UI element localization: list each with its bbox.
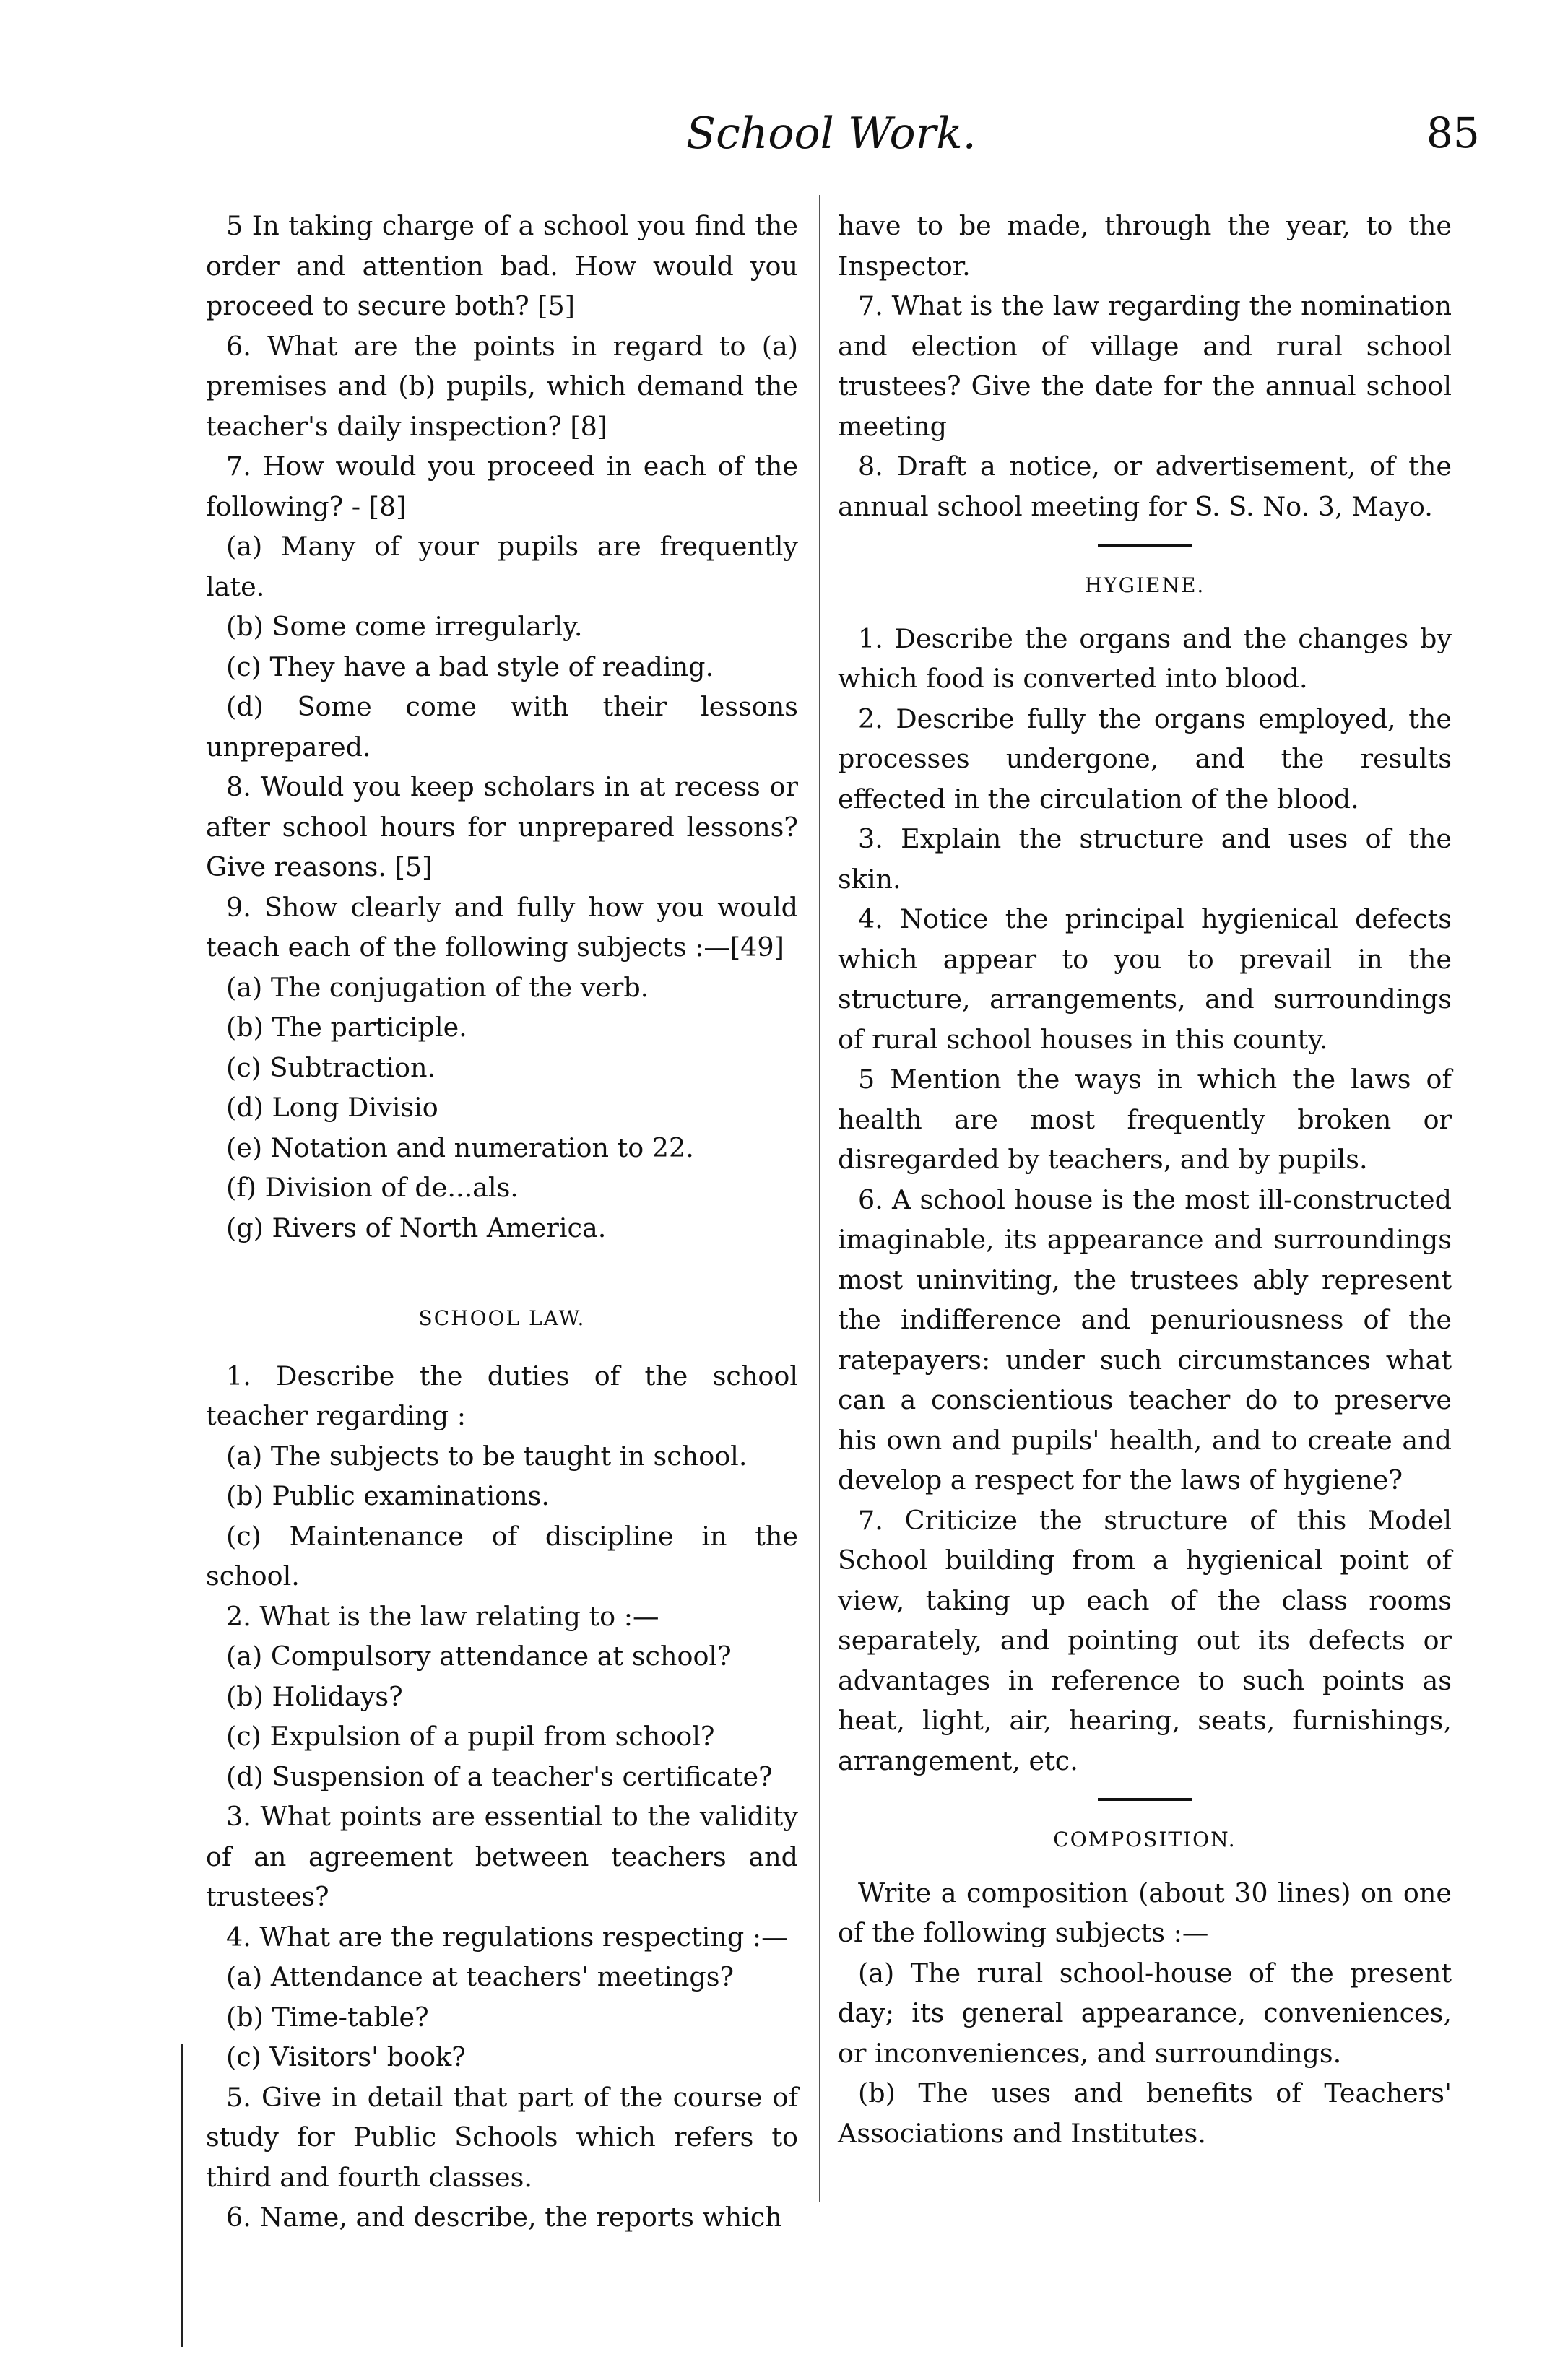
right-column xyxy=(838,206,1452,2153)
law-question-7: 7. What is the law regarding the nomination and election of village and rural school trustees? Give the date for the annual school meeting xyxy=(838,290,1452,442)
law-question-6-continued: have to be made, through the year, to the Inspector. xyxy=(838,210,1452,282)
law-question-1-b: (b) Public examinations. xyxy=(226,1480,550,1511)
law-question-1-c: (c) Maintenance of discipline in the school. xyxy=(206,1520,798,1591)
composition-subject-a: (a) The rural school-house of the present day; its general appearance, conveniences, or inconveniences, and surroundings. xyxy=(838,1957,1452,2069)
law-question-6: 6. Name, and describe, the reports which xyxy=(226,2202,782,2233)
composition-subject-b: (b) The uses and benefits of Teachers' Associations and Institutes. xyxy=(838,2077,1452,2149)
law-question-2: 2. What is the law relating to :— xyxy=(226,1600,659,1632)
hygiene-question-1: 1. Describe the organs and the changes by which food is converted into blood. xyxy=(838,622,1452,694)
page-header xyxy=(0,108,1568,166)
question-7: 7. How would you proceed in each of the following? - [8] xyxy=(206,451,798,522)
margin-mark xyxy=(181,2044,183,2347)
question-8: 8. Would you keep scholars in at recess or after school hours for unprepared lessons? Give reasons. [5] xyxy=(206,771,798,882)
section-rule xyxy=(1098,544,1192,547)
law-question-5: 5. Give in detail that part of the course of study for Public Schools which refers to third and fourth classes. xyxy=(206,2081,798,2193)
question-7-a: (a) Many of your pupils are frequently late. xyxy=(206,531,798,602)
question-9-a: (a) The conjugation of the verb. xyxy=(226,971,649,1003)
question-7-d: (d) Some come with their lessons unprepared. xyxy=(206,691,798,763)
section-heading-composition: COMPOSITION. xyxy=(1053,1828,1236,1851)
section-rule xyxy=(1098,1798,1192,1801)
law-question-2-b: (b) Holidays? xyxy=(226,1680,403,1712)
column-divider xyxy=(819,195,820,2202)
law-question-4-b: (b) Time-table? xyxy=(226,2001,429,2033)
question-7-b: (b) Some come irregularly. xyxy=(226,611,583,642)
law-question-4-a: (a) Attendance at teachers' meetings? xyxy=(226,1961,735,1992)
law-question-4-c: (c) Visitors' book? xyxy=(226,2041,466,2072)
question-6: 6. What are the points in regard to (a) premises and (b) pupils, which demand the teacher's daily inspection? [8] xyxy=(206,330,798,442)
law-question-3: 3. What points are essential to the validity of an agreement between teachers and trustees? xyxy=(206,1801,798,1912)
hygiene-question-3: 3. Explain the structure and uses of the skin. xyxy=(838,823,1452,895)
question-7-c: (c) They have a bad style of reading. xyxy=(226,651,714,682)
question-5: 5 In taking charge of a school you find the order and attention bad. How would you proceed to secure both? [5] xyxy=(206,210,798,321)
question-9-d: (d) Long Divisio xyxy=(226,1092,438,1123)
law-question-8: 8. Draft a notice, or advertisement, of the annual school meeting for S. S. No. 3, Mayo. xyxy=(838,451,1452,522)
hygiene-question-5: 5 Mention the ways in which the laws of health are most frequently broken or disregarded by teachers, and by pupils. xyxy=(838,1064,1452,1175)
section-heading-school-law: SCHOOL LAW. xyxy=(418,1306,586,1330)
section-heading-hygiene: HYGIENE. xyxy=(1084,573,1205,597)
law-question-2-c: (c) Expulsion of a pupil from school? xyxy=(226,1721,715,1752)
hygiene-question-6: 6. A school house is the most ill-constructed imaginable, its appearance and surroundings most uninviting, the trustees ably represent the indifference and penuriousness of the ratepayers: under such circumstances what can a conscientious teacher do to preserve his own and pupils' health, and to create and develop a respect for the laws of hygiene? xyxy=(838,1184,1452,1495)
hygiene-question-2: 2. Describe fully the organs employed, the processes undergone, and the results effected in the circulation of the blood. xyxy=(838,703,1452,815)
hygiene-question-4: 4. Notice the principal hygienical defects which appear to you to prevail in the structure, arrangements, and surroundings of rural school houses in this county. xyxy=(838,903,1452,1055)
question-9-f: (f) Division of de...als. xyxy=(226,1172,519,1203)
running-title: School Work. xyxy=(686,108,976,159)
law-question-1-a: (a) The subjects to be taught in school. xyxy=(226,1440,748,1472)
left-column xyxy=(206,206,798,2238)
law-question-2-a: (a) Compulsory attendance at school? xyxy=(226,1641,732,1672)
page-number: 85 xyxy=(1426,108,1480,157)
law-question-2-d: (d) Suspension of a teacher's certificate? xyxy=(226,1760,773,1792)
law-question-4: 4. What are the regulations respecting :— xyxy=(226,1921,788,1953)
question-9-c: (c) Subtraction. xyxy=(226,1051,436,1083)
law-question-1: 1. Describe the duties of the school teacher regarding : xyxy=(206,1360,798,1431)
question-9: 9. Show clearly and fully how you would teach each of the following subjects :—[49] xyxy=(206,891,798,963)
section-spacer xyxy=(206,1248,798,1298)
question-9-e: (e) Notation and numeration to 22. xyxy=(226,1132,694,1163)
composition-intro: Write a composition (about 30 lines) on one of the following subjects :— xyxy=(838,1877,1452,1948)
question-9-g: (g) Rivers of North America. xyxy=(226,1212,607,1243)
question-9-b: (b) The participle. xyxy=(226,1012,467,1043)
hygiene-question-7: 7. Criticize the structure of this Model School building from a hygienical point of view, taking up each of the class rooms separately, and pointing out its defects or advantages in reference to such points as heat, light, air, hearing, seats, furnishings, arrangement, etc. xyxy=(838,1504,1452,1776)
